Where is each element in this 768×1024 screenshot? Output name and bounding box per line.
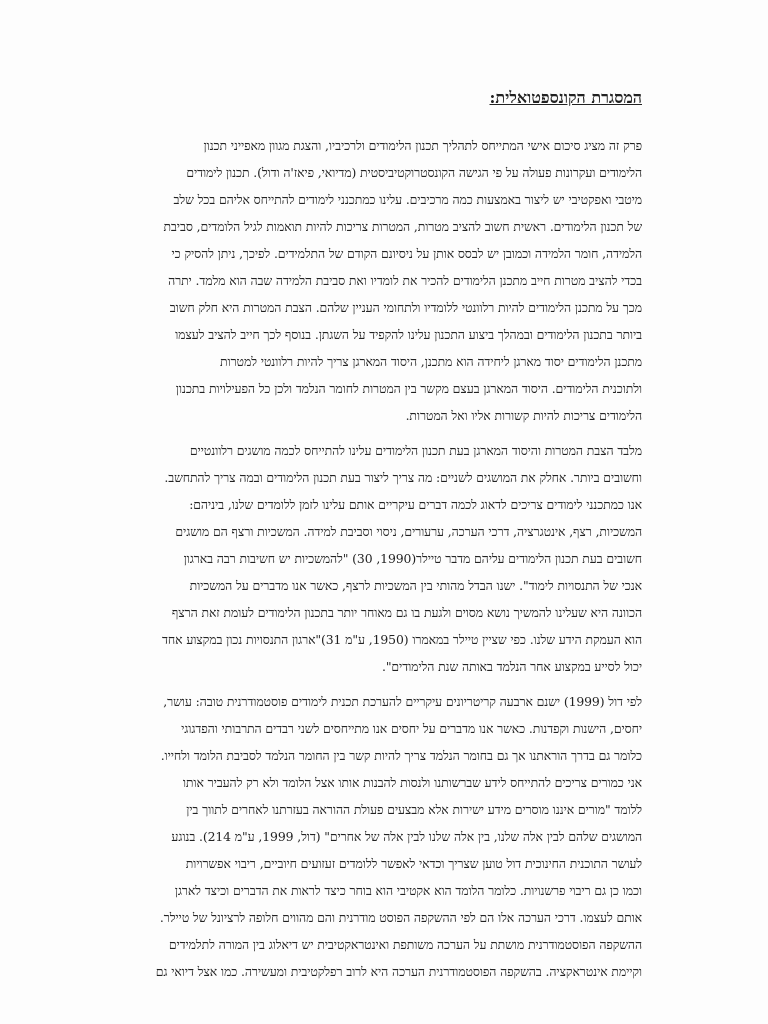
text-line: מכך על מתכנן הלימודים להיות רלוונטי ללומדיו ולתחומי העניין שלהם. הצבת המטרות היא חלק חשוב (169, 300, 642, 315)
text-line: יכול לסייע במקצוע אחר הנלמד באותה שנת הלימודים". (381, 659, 642, 674)
text-line: וקיימת אינטראקציה. בהשקפה הפוסטמודרנית הערכה היא לרוב רפלקטיבית ומעשירה. כמו אצל דיואי גם (155, 964, 642, 979)
text-line: לעושר התוכנית החינוכית דול טוען שצריך וכדאי לאפשר ללומדים זעזועים חיוביים, ריבוי אפשרויות (185, 856, 642, 871)
text-line: מלבד הצבת המטרות והיסוד המארגן בעת תכנון הלימודים עלינו להתייחס לכמה מושגים רלוונטיים (189, 443, 642, 458)
text-line: לפי דול (1999) ישנם ארבעה קריטריונים עיקריים להערכת תכנית לימודים פוסטמודרנית טובה: עושר, (163, 694, 642, 709)
text-line: פרק זה מציג סיכום אישי המתייחס לתהליך תכנון הלימודים ולרכיביו, והצגת מגוון מאפייני תכנון (203, 138, 642, 153)
text-line: בכדי להציב מטרות חייב מתכנן הלימודים להכיר את לומדיו ואת סביבת הלמידה שבה הוא מלמד. יתרה (168, 273, 642, 288)
text-line: מיטבי ואפקטיבי יש ליצור באמצעות כמה מרכיבים. עלינו כמתכנני לימודים להתייחס אליהם בכל שלב (173, 192, 642, 207)
text-line: וחשובים ביותר. אחלק את המושגים לשניים: מה צריך ליצור בעת תכנון הלימודים ובמה צריך להתחשב. (164, 470, 642, 485)
text-line: חשובים בעת תכנון הלימודים עליהם מדבר טיילר(1990, 30) "להמשכיות יש חשיבות רבה בארגון (183, 551, 642, 566)
text-line: של תכנון הלימודים. ראשית חשוב להציב מטרות, המטרות צריכות להיות תואמות לגיל הלומדים, סביבת (163, 219, 642, 234)
text-line: אנכי של התנסויות לימוד". ישנו הבדל מהותי בין המשכיות לרצף, כאשר אנו מדברים על המשכיות (189, 578, 642, 593)
text-line: הכוונה היא שעלינו להמשיך נושא מסוים ולגעת בו גם מאוחר יותר בתכנון הלימודים לעומת זאת הרצף (171, 605, 642, 620)
text-line: הלימודים ועקרונות פעולה על פי הגישה הקונסטרוקטיביסטית (מדיואי, פיאז'ה ודול). תכנון לימודים (186, 165, 642, 180)
text-line: ביותר בתכנון הלימודים ובמהלך ביצוע התכנון עלינו להקפיד על השגתן. בנוסף לכך חייב להציב לעצמו (175, 327, 642, 342)
text-line: המושגים שלהם לבין אלה שלנו, בין אלה שלנו לבין אלה של אחרים" (דול, 1999, ע"מ 214). בנוגע (171, 829, 642, 844)
text-line: יחסים, הישנות וקפדנות. כאשר אנו מדברים על יחסים אנו מתייחסים לשני רבדים התרבותי והפדגוגי (181, 721, 642, 736)
text-line: ההשקפה הפוסטמודרנית מושתת על הערכה משותפת ואינטראקטיבית יש דיאלוג בין המורה לתלמידים (168, 937, 642, 952)
text-line: מתכנן הלימודים יסוד מארגן ליחידה הוא מתכנן, היסוד המארגן צריך להיות רלוונטי למטרות (220, 354, 642, 369)
text-line: הוא העמקת הידע שלנו. כפי שציין טיילר במאמרו (1950, ע"מ 31)"ארגון התנסויות נכון במקצוע אחד (162, 632, 642, 647)
text-line: ללומד "מורים איננו מוסרים מידע ישירות אלא מבצעים פעולת ההוראה בעזרתנו לאחרים לתווך בין (186, 802, 642, 817)
text-line: כלומר גם בדרך הוראתנו אך גם בחומר הנלמד צריך להיות קשר בין החומר הנלמד לסביבת הלומד ולחייו. (160, 748, 642, 763)
section-title: המסגרת הקונספטואלית: (489, 88, 642, 107)
paragraph-1 (126, 132, 642, 429)
text-line: אנו כמתכנני לימודים צריכים לדאוג לכמה דברים עיקריים אותם עלינו לזמן ללומדים שלנו, ביניהם: (189, 497, 642, 512)
text-line: אני כמורים צריכים להתייחס לידע שברשותנו ולנסות להבנות אותו אצל הלומד ולא רק להעביר אותו (182, 775, 642, 790)
text-line: ולתוכנית הלימודים. היסוד המארגן בעצם מקשר בין המטרות לחומר הנלמד ולכן כל הפעילויות בתכנון (175, 381, 642, 396)
paragraph-3 (126, 688, 642, 985)
text-line: הלימודים צריכות להיות קשורות אליו ואל המטרות. (405, 408, 642, 423)
paragraph-2 (126, 437, 642, 680)
text-line: הלמידה, חומר הלמידה וכמובן יש לבסס אותן על ניסיונם הקודם של התלמידים. לפיכך, ניתן להסיק כי (171, 246, 642, 261)
text-line: אותם לעצמו. דרכי הערכה אלו הם לפי ההשקפה הפוסט מודרנית והם מהווים חלופה לרציונל של טיילר. (159, 910, 642, 925)
text-line: המשכיות, רצף, אינטגרציה, דרכי הערכה, ערעורים, ניסוי וסביבת למידה. המשכיות ורצף הם מושגים (175, 524, 642, 539)
text-line: וכמו כן גם ריבוי פרשנויות. כלומר הלומד הוא אקטיבי הוא בוחר כיצד לראות את הדברים וכיצד לארגן (174, 883, 642, 898)
